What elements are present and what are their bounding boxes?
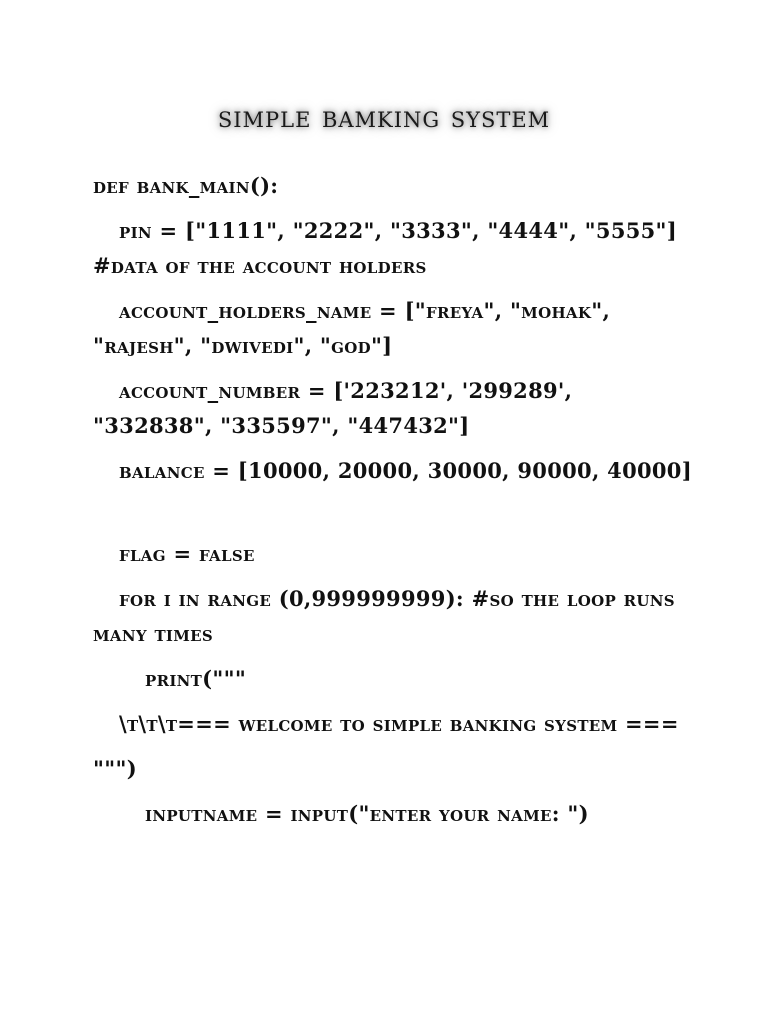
- code-block: [93, 168, 693, 841]
- code-line-print-open: print(""": [145, 666, 247, 691]
- code-line-welcome: \t\t\t=== welcome to simple banking system ===: [119, 711, 679, 736]
- code-line-pin: pin = ["1111", "2222", "3333", "4444", "5555"] #data of the account holders: [93, 218, 685, 278]
- document-title: simple bamking system: [217, 100, 551, 135]
- code-line-account-holders-name: account_holders_name = ["freya", "mohak", "rajesh", "dwivedi", "god"]: [93, 298, 618, 358]
- code-line-balance: balance = [10000, 20000, 30000, 90000, 40000]: [119, 458, 692, 483]
- code-line-print-close: """): [93, 756, 137, 781]
- code-line-for-loop: for i in range (0,999999999): #so the loop runs many times: [93, 586, 683, 646]
- code-line-account-number: account_number = ['223212', '299289', "332838", "335597", "447432"]: [93, 378, 580, 438]
- code-line-input-name: inputname = input("enter your name: "): [145, 801, 589, 826]
- code-line-flag: flag = false: [119, 541, 255, 566]
- code-line-def: def bank_main():: [93, 173, 279, 198]
